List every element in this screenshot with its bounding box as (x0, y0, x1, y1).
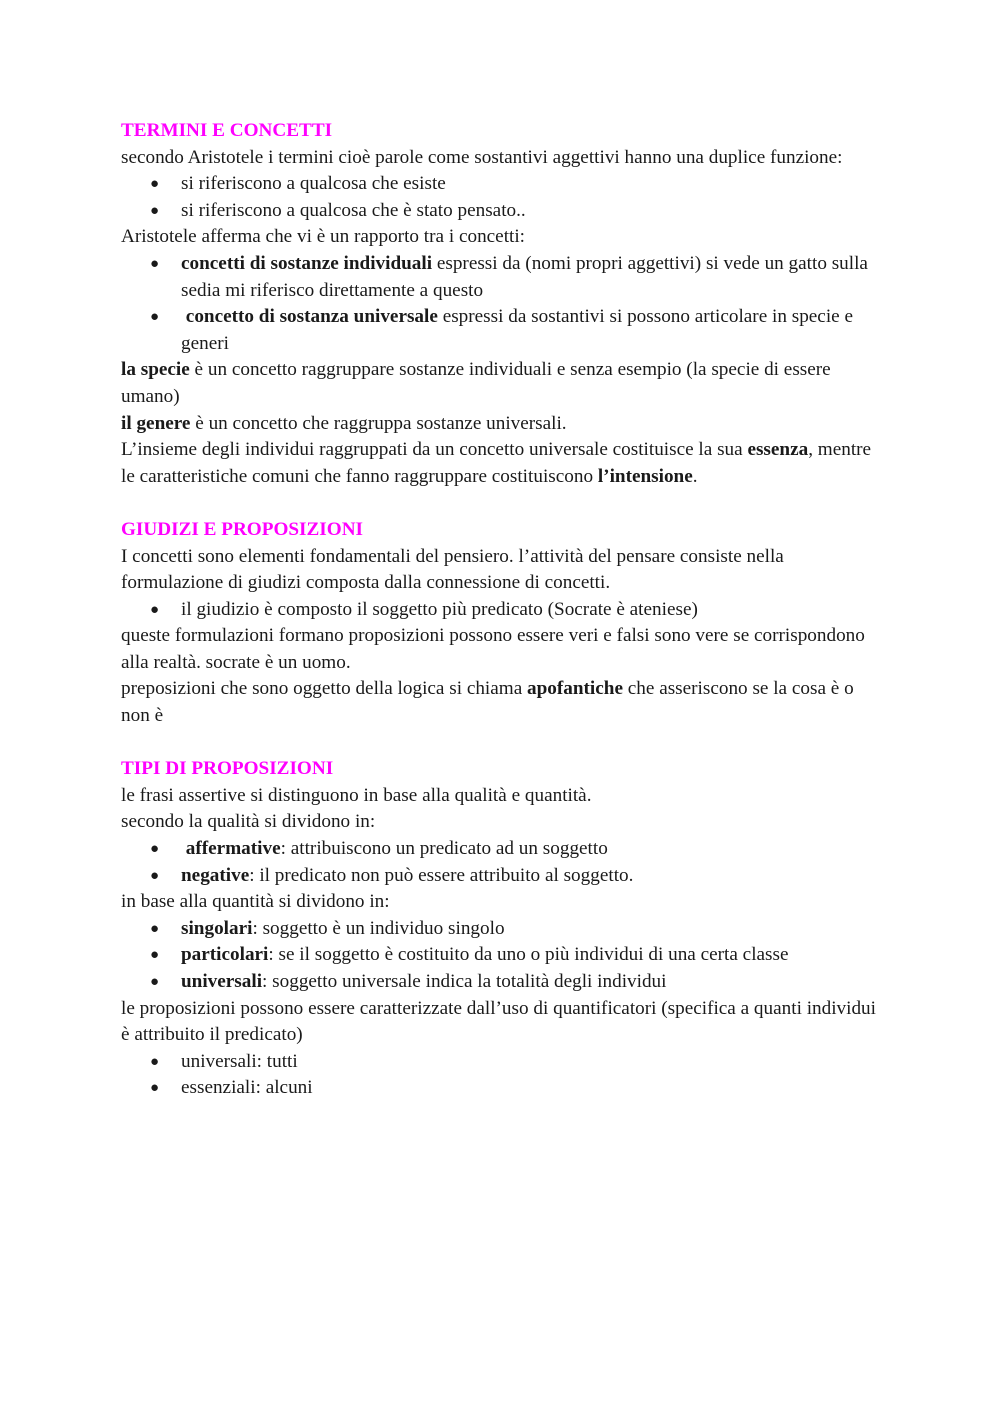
list-item: ● concetti di sostanze individuali espressi da (nomi propri aggettivi) si vede un gatto sulla sedia mi riferisco direttamente a questo (150, 252, 868, 301)
list-item: ● si riferiscono a qualcosa che è stato pensato.. (121, 198, 881, 225)
bold-term: singolari (181, 917, 253, 939)
bullet-list (121, 251, 881, 357)
bullet-list (121, 597, 881, 624)
list-item: ● essenziali: alcuni (121, 1075, 881, 1102)
list-item: ● universali: soggetto universale indica la totalità degli individui (121, 969, 881, 996)
list-item: ● affermative: attribuiscono un predicato ad un soggetto (121, 836, 881, 863)
bold-term: la specie (121, 359, 190, 381)
bold-term: negative (181, 864, 250, 886)
bullet-icon: ● (150, 974, 160, 990)
paragraph: secondo Aristotele i termini cioè parole come sostantivi aggettivi hanno una duplice funzione: (121, 146, 843, 168)
paragraph-specie: la specie è un concetto raggruppare sostanze individuali e senza esempio (la specie di essere umano) (121, 359, 831, 407)
bullet-icon: ● (150, 309, 160, 326)
bullet-icon: ● (150, 867, 160, 884)
bullet-list (121, 836, 881, 889)
bullet-icon: ● (150, 255, 160, 272)
section-heading-tipi: TIPI DI PROPOSIZIONI (121, 758, 334, 780)
paragraph-apofantiche: preposizioni che sono oggetto della logica si chiama apofantiche che asseriscono se la cosa è o non è (121, 678, 854, 727)
bullet-icon: ● (150, 601, 160, 618)
document-page (121, 118, 881, 1102)
list-item: ● si riferiscono a qualcosa che esiste (121, 171, 881, 198)
paragraph: le frasi assertive si distinguono in base alla qualità e quantità. (121, 784, 592, 806)
bullet-icon: ● (150, 1053, 160, 1070)
bullet-icon: ● (150, 841, 160, 858)
section-heading-giudizi: GIUDIZI E PROPOSIZIONI (121, 518, 364, 540)
spacer (121, 730, 881, 757)
bullet-icon: ● (150, 176, 160, 193)
bold-term: apofantiche (527, 678, 623, 700)
list-item: ● singolari: soggetto è un individuo singolo (121, 916, 881, 943)
list-item: ● concetto di sostanza universale espressi da sostantivi si possono articolare in specie e generi (150, 306, 853, 354)
bullet-icon: ● (150, 947, 160, 964)
list-item: ● negative: il predicato non può essere attribuito al soggetto. (121, 863, 881, 890)
bold-term: l’intensione (597, 465, 693, 487)
paragraph: secondo la qualità si dividono in: (121, 811, 376, 833)
bullet-list (121, 916, 881, 996)
bold-term: particolari (181, 944, 269, 966)
bold-term: universali (181, 971, 263, 992)
bold-term: essenza (747, 439, 809, 461)
bullet-icon: ● (150, 920, 160, 937)
paragraph-essenza: L’insieme degli individui raggruppati da un concetto universale costituisce la sua essenza, mentre le caratteristiche comuni che fanno raggruppare costituiscono l’intensione. (121, 439, 872, 487)
bullet-list (121, 1049, 881, 1102)
paragraph: queste formulazioni formano proposizioni possono essere veri e falsi sono vere se corrispondono alla realtà. socrate è un uomo. (121, 625, 865, 673)
paragraph-genere: il genere è un concetto che raggruppa sostanze universali. (121, 412, 567, 434)
paragraph: I concetti sono elementi fondamentali del pensiero. l’attività del pensare consiste nella formulazione di giudizi composta dalla connessione di concetti. (121, 545, 784, 594)
bullet-list (121, 171, 881, 224)
list-item: ● particolari: se il soggetto è costituito da uno o più individui di una certa classe (121, 942, 881, 969)
section-heading-termini: TERMINI E CONCETTI (121, 120, 333, 141)
paragraph: in base alla quantità si dividono in: (121, 891, 390, 913)
bold-term: il genere (121, 412, 191, 434)
bold-term: concetto di sostanza universale (185, 306, 438, 328)
bold-term: affermative (185, 838, 281, 860)
bullet-icon: ● (150, 202, 160, 219)
bold-term: concetti di sostanze individuali (181, 252, 433, 274)
paragraph: le proposizioni possono essere caratterizzate dall’uso di quantificatori (specifica a quanti individui è attribuito il predicato) (121, 997, 876, 1046)
bullet-icon: ● (150, 1080, 160, 1097)
list-item: ● il giudizio è composto il soggetto più predicato (Socrate è ateniese) (121, 597, 881, 624)
paragraph: Aristotele afferma che vi è un rapporto tra i concetti: (121, 226, 526, 248)
list-item: ● universali: tutti (121, 1049, 881, 1076)
spacer (121, 490, 881, 517)
